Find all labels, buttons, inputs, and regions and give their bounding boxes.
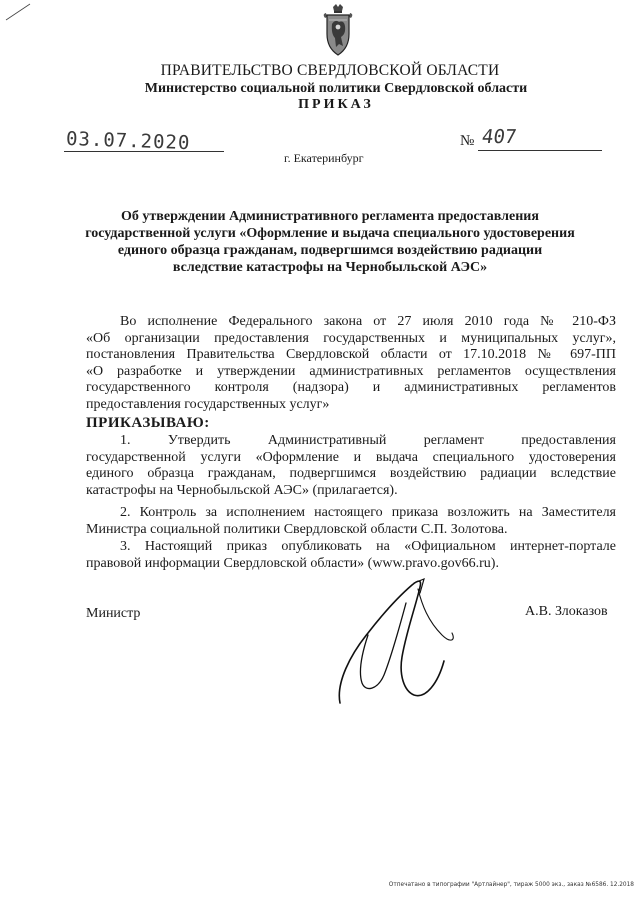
- preamble-line: постановления Правительства Свердловской области от 17.10.2018 № 697-ПП: [86, 347, 616, 362]
- title-line: государственной услуги «Оформление и выдача специального удостоверения: [85, 226, 575, 241]
- document-number: 407: [480, 126, 518, 148]
- signer-position: Министр: [86, 606, 141, 621]
- preamble-line: Во исполнение Федерального закона от 27 июля 2010 года № 210-ФЗ: [120, 314, 616, 329]
- item-line: правовой информации Свердловской области» (www.pravo.gov66.ru).: [86, 555, 499, 571]
- order-item-2: [86, 505, 616, 538]
- preamble-paragraph: [86, 314, 616, 413]
- item-line: катастрофы на Чернобыльской АЭС» (прилагается).: [86, 482, 398, 498]
- preamble-line: «О разработке и утверждении административных регламентов осуществления: [86, 363, 616, 379]
- preamble-line: государственного контроля (надзора) и административных регламентов: [86, 380, 616, 395]
- item-line: 2. Контроль за исполнением настоящего приказа возложить на Заместителя: [120, 505, 616, 520]
- document-title: [76, 208, 584, 276]
- corner-pen-mark: [4, 2, 32, 22]
- city-label: г. Екатеринбург: [284, 151, 364, 165]
- document-type-heading: ПРИКАЗ: [298, 97, 374, 112]
- order-item-3: [86, 539, 616, 572]
- item-line: Министра социальной политики Свердловской области С.П. Золотова.: [86, 521, 508, 537]
- preamble-line: «Об организации предоставления государственных и муниципальных услуг»,: [86, 330, 616, 346]
- ministry-name: Министерство социальной политики Свердловской области: [144, 81, 528, 96]
- order-item-1: [86, 433, 616, 499]
- handwritten-signature: [322, 575, 462, 710]
- number-underline: [478, 150, 602, 151]
- preamble-line: предоставления государственных услуг»: [86, 396, 330, 412]
- coat-of-arms-emblem: [319, 4, 357, 58]
- item-line: 3. Настоящий приказ опубликовать на «Официальном интернет-портале: [120, 539, 616, 554]
- item-line: 1. Утвердить Административный регламент предоставления: [120, 433, 616, 448]
- title-line: вследствие катастрофы на Чернобыльской АЭС»: [172, 260, 488, 275]
- number-label: №: [460, 133, 475, 149]
- printer-footnote: Отпечатано в типографии "Артлайнер", тираж 5000 экз., заказ №6586. 12.2018: [388, 882, 634, 888]
- title-line: единого образца гражданам, подвергшимся воздействию радиации: [117, 243, 543, 258]
- order-heading: ПРИКАЗЫВАЮ:: [86, 415, 210, 431]
- title-line: Об утверждении Административного регламента предоставления: [121, 209, 539, 224]
- government-name: ПРАВИТЕЛЬСТВО СВЕРДЛОВСКОЙ ОБЛАСТИ: [160, 62, 500, 79]
- item-line: единого образца гражданам, подвергшимся воздействию радиации вследствие: [86, 466, 616, 481]
- date-underline: [64, 151, 224, 152]
- signer-name: А.В. Злоказов: [525, 604, 608, 619]
- item-line: государственной услуги «Оформление и выдача специального удостоверения: [86, 449, 616, 465]
- document-date: 03.07.2020: [65, 127, 191, 155]
